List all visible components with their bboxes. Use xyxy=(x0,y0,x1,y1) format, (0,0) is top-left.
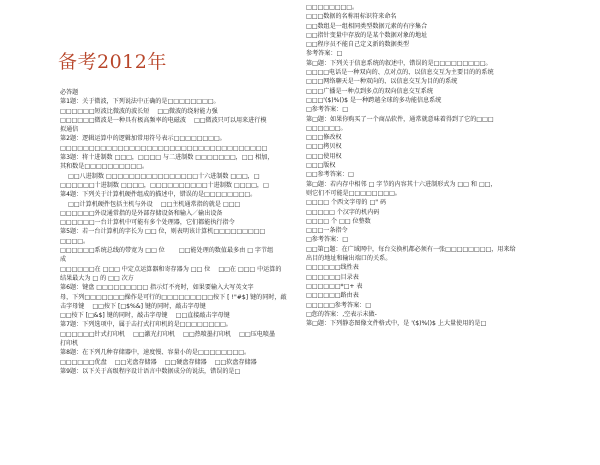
right-text-line: □您的答案：,空表示未做- xyxy=(306,310,377,318)
right-text-line: 第□题：下列关于信息系统的叙述中，错误的是□□□□□□□□□。 xyxy=(306,59,492,67)
right-text-line: 参考答案：□ xyxy=(306,50,343,58)
right-text-line: □□□□□□*□+ 表 xyxy=(306,282,363,290)
left-text-line: 第1题：关于微波，下列说法中正确的是□□□□□□□□。 xyxy=(60,98,220,106)
right-text-line: □□□广播是一种点到多点的双向信息交互系统 xyxy=(306,87,433,95)
right-text-line: □□程序员不能自己定义新的数据类型 xyxy=(306,41,409,49)
left-text-line: 打印机 xyxy=(60,340,79,348)
left-text-line: □□□□□□系统总线的带宽为 □□ 位 □□能处理的数值最多由 □ 字节组 xyxy=(60,247,274,255)
right-text-line: □□□修改权 xyxy=(306,134,342,142)
left-text-line: 第2题：逻辑运算中的逻辑加常用符号表示□□□□□□□□。 xyxy=(60,135,226,143)
right-text-line: □□□□ 个 □□ 位整数 xyxy=(306,217,371,225)
left-text-line: □□□□□□十进制数 □□□□，□□□□□□□□□□十进制数 □□□□，□ xyxy=(60,181,269,189)
left-text-line: 第9题：以下关于高级程序设计语言中数据成分的说法，错误的是□ xyxy=(60,367,241,375)
right-text-line: □□□□□□。 xyxy=(306,124,347,132)
right-text-line: □参考答案：□ xyxy=(306,236,348,244)
left-text-line: 击字母键 □□按下 [□$%&] 键的同时，敲击字母键 xyxy=(60,302,206,310)
right-text-line: □□□□电话是一种双向的、点对点的、以信息交互为主要目的的系统 xyxy=(306,69,494,77)
left-text-line: 第4题：下列关于计算机硬件组成的描述中，错误的是□□□□□□□□。 xyxy=(60,191,257,199)
left-text-line: 成 xyxy=(60,256,67,264)
right-text-line: □□第□题：在广域网中，每台交换机都必须有一张□□□□□□□□，用来给 xyxy=(306,245,516,253)
left-text-line: □□□□□□在 □□□ 中定点运算器和寄存器为 □□ 位 □□在 □□□ 中运算的 xyxy=(60,265,282,273)
left-text-line: 其和数是□□□□□□□□□□。 xyxy=(60,163,149,171)
right-text-line: 第□题：若内存中相邻 □ 字节的内容其十六进制形式为 □□ 和 □□， xyxy=(306,180,497,188)
right-text-line: 第□题：如果你购买了一个商品软件，通常就意味着得到了它的□□□ xyxy=(306,115,494,123)
right-text-line: □□□一条指令 xyxy=(306,227,348,235)
right-text-line: □□□□□□目录表 xyxy=(306,273,359,281)
left-text-line: □□□□。 xyxy=(60,237,90,245)
left-text-line: 第6题：键盘 □□□□□□□□□ 指示灯不亮时，如果要输入大写英文字 xyxy=(60,284,254,292)
right-text-line: □□□□□□路由表 xyxy=(306,292,359,300)
left-text-line: □□按下 [□&$] 键的同时，敲击字母键 □□直接敲击字母键 xyxy=(60,312,230,320)
left-text-line: 第7题：下列选项中，属于击打式打印机的是□□□□□□□□。 xyxy=(60,321,232,329)
left-text-line: □□□□□□优盘 □□光盘存储器 □□硬盘存储器 □□软盘存储器 xyxy=(60,358,257,366)
left-text-line: □□□□□□□□□□□□□□□□□□□□□□□□□□□□□□□□□□□□ xyxy=(60,144,268,152)
left-text-line: □□□□□□外设通常指的是外部存储设备和输入／输出设备 xyxy=(60,209,223,217)
left-text-line: □□□□□□短波比微波的波长短 □□微波的绕射能力强 xyxy=(60,107,218,115)
right-text-line: □□□□□ 个汉字的机内码 xyxy=(306,208,380,216)
right-text-line: □□□网络聊天是一种双向的、以信息交互为目的的系统 xyxy=(306,78,458,86)
document-title: 备考2012年 xyxy=(58,51,167,73)
right-text-column xyxy=(306,3,594,328)
right-text-line: □□参考答案：□ xyxy=(306,171,354,179)
right-text-line: □□□拷贝权 xyxy=(306,143,342,151)
right-text-line: □□数组是一组相同类型数据元素的有序集合 xyxy=(306,22,428,30)
right-text-line: 则它们不可能是□□□□□□□□。 xyxy=(306,189,401,197)
left-text-line: 第3题：将十进制数 □□□，□□□□ 与二进制数 □□□□□□□，□□ 相加， xyxy=(60,154,274,162)
left-text-line: □□□□□□一台计算机中可能有多个处理器，它们都能执行指令 xyxy=(60,219,235,227)
left-text-line: 必答题 xyxy=(60,89,79,96)
right-text-line: □□□□□□线性表 xyxy=(306,264,359,272)
left-text-line: □□计算机硬件包括主机与外设 □□主机通常指的就是 □□□ xyxy=(60,200,241,208)
left-text-column xyxy=(60,88,304,376)
right-text-line: □□□□□参考答案：□ xyxy=(306,301,372,309)
left-text-line: 第5题：若一台计算机的字长为 □□ 位，则表明该计算机□□□□□□□□□ xyxy=(60,228,266,236)
right-text-line: □□□□□□□□。 xyxy=(306,4,359,11)
right-text-line: 第□题：下列静态图像文件格式中，是 '($)%()$ 上大量使用的是□ xyxy=(306,320,487,328)
left-text-line: 拟通信 xyxy=(60,126,79,134)
right-text-line: □□□□ 个西文字母的 □" 码 xyxy=(306,199,387,207)
right-text-line: □□□使用权 xyxy=(306,152,342,160)
right-text-line: □□□数据的名称用标识符来命名 xyxy=(306,13,397,21)
left-text-line: 第8题：在下列几种存储器中，速度慢、容量小的是□□□□□□□□。 xyxy=(60,349,251,357)
right-text-line: □□□'($)%()$ 是一种跨越全球的多功能信息系统 xyxy=(306,96,442,104)
right-text-line: 出目的地址和输出端口的关系。 xyxy=(306,255,392,263)
right-text-line: □参考答案：□ xyxy=(306,106,348,114)
left-text-line: 结果最大为 □ 的 □□ 次方 xyxy=(60,274,134,282)
right-text-line: □□指针变量中存放的是某个数据对象的地址 xyxy=(306,31,428,39)
right-text-line: □□□版权 xyxy=(306,162,336,170)
left-text-line: □□□□□□微波是一种具有极高频率的电磁波 □□微波只可以用来进行模 xyxy=(60,116,267,124)
left-text-line: □□□□□□针式打印机 □□激光打印机 □□热喷墨打印机 □□压电喷墨 xyxy=(60,330,276,338)
left-text-line: 母，下列□□□□□□□操作是可行的□□□□□□□□□按下 [ !"#$] 键的同时，敲 xyxy=(60,293,287,301)
left-text-line: □□八进制数 □□□□□□□□□□□□□□□□十六进制数 □□□，□ xyxy=(60,172,260,180)
